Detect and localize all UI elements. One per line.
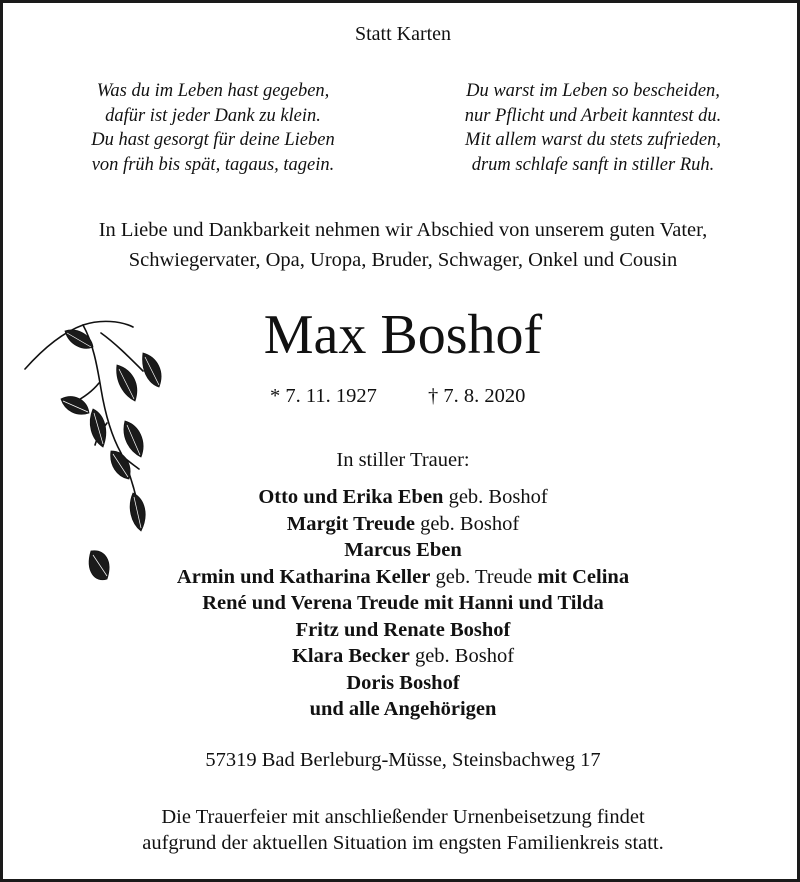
poem-line: dafür ist jeder Dank zu klein. <box>105 105 321 126</box>
poem-line: von früh bis spät, tagaus, tagein. <box>91 154 335 175</box>
family-entry: Marcus Eben <box>344 539 462 561</box>
poem-line: Du hast gesorgt für deine Lieben <box>91 130 335 150</box>
footer-line: Die Trauerfeier mit anschließender Urnenbeisetzung findet <box>161 806 645 828</box>
family-entry: Armin und Katharina Keller geb. Treude mit Celina <box>176 565 630 588</box>
poem-line: Du warst im Leben so bescheiden, <box>466 81 720 101</box>
family-entry: Margit Treude geb. Boshof <box>286 512 520 535</box>
header-statt-karten: Statt Karten <box>354 23 452 45</box>
family-entry: René und Verena Treude mit Hanni und Tilda <box>202 592 604 614</box>
poem-left <box>43 79 383 177</box>
poem-right <box>423 79 763 177</box>
family-entry: Doris Boshof <box>346 671 460 694</box>
intro-line: In Liebe und Dankbarkeit nehmen wir Abschied von unserem guten Vater, <box>98 219 708 241</box>
deceased-name: Max Boshof <box>263 304 543 366</box>
poem-line: Was du im Leben hast gegeben, <box>96 81 330 101</box>
family-list <box>3 484 800 723</box>
family-entry: Otto und Erika Eben geb. Boshof <box>258 486 548 508</box>
intro-line: Schwiegervater, Opa, Uropa, Bruder, Schwager, Onkel und Cousin <box>128 249 678 271</box>
family-entry: Fritz und Renate Boshof <box>295 618 511 641</box>
poem-line: nur Pflicht und Arbeit kanntest du. <box>464 105 722 126</box>
birth-date: * 7. 11. 1927 <box>270 385 377 407</box>
family-entry: Klara Becker geb. Boshof <box>291 645 515 667</box>
funeral-note <box>3 804 800 856</box>
death-date: † 7. 8. 2020 <box>428 385 526 407</box>
intro-text <box>3 215 800 275</box>
family-entry: und alle Angehörigen <box>309 698 497 720</box>
footer-line: aufgrund der aktuellen Situation im engsten Familienkreis statt. <box>142 832 664 854</box>
poem-line: Mit allem warst du stets zufrieden, <box>465 130 721 150</box>
poem-line: drum schlafe sanft in stiller Ruh. <box>471 154 715 175</box>
address: 57319 Bad Berleburg-Müsse, Steinsbachweg 17 <box>205 749 601 771</box>
mourning-heading: In stiller Trauer: <box>336 449 470 471</box>
